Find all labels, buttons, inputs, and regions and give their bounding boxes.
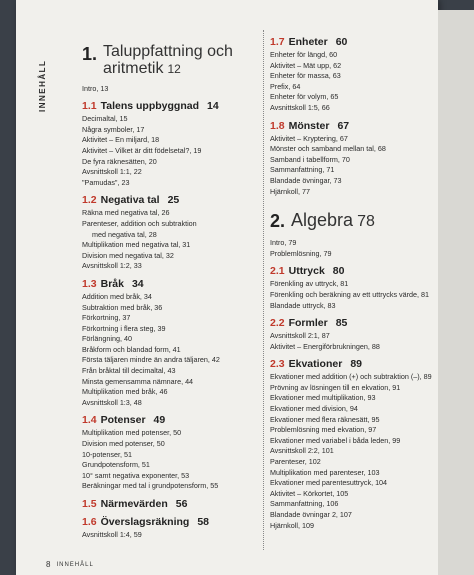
toc-item: "Pamudas", 23 <box>82 177 130 187</box>
toc-item: Mönster och samband mellan tal, 68 <box>270 144 386 154</box>
intro-item: Problemlösning, 79 <box>270 248 332 258</box>
section-num: 1.7 <box>270 36 285 48</box>
chapter-number: 1. <box>82 44 98 64</box>
toc-item: Bråkform och blandad form, 41 <box>82 344 181 354</box>
toc-item: Decimaltal, 15 <box>82 114 128 124</box>
chapter-page: 78 <box>357 213 375 231</box>
left-column <box>82 40 252 541</box>
left-sections <box>82 100 252 540</box>
page-number: 8 <box>46 560 51 569</box>
toc-item: Enheter för volym, 65 <box>270 92 339 102</box>
intro-item: Intro, 13 <box>82 83 109 93</box>
toc-item: Ekvationer med division, 94 <box>270 404 358 414</box>
toc-item: Hjärnkoll, 77 <box>270 186 310 196</box>
chapter-page: 12 <box>167 61 181 76</box>
toc-item: Blandade övningar 2, 107 <box>270 510 352 519</box>
footer <box>46 560 94 569</box>
chapter-title: Taluppfattning och aritmetik 12 <box>103 43 233 77</box>
toc-item: Förkortning i flera steg, 39 <box>82 323 166 333</box>
toc-item: Parenteser, addition och subtraktion <box>82 218 197 228</box>
right-column <box>270 30 450 531</box>
toc-item: Enheter för massa, 63 <box>270 71 341 81</box>
section-title: Enheter <box>288 36 328 48</box>
section-heading <box>82 100 252 112</box>
section-num: 1.3 <box>82 277 97 290</box>
toc-item: med negativa tal, 28 <box>92 229 157 239</box>
toc-item: Blandade uttryck, 83 <box>270 300 336 310</box>
section-heading <box>82 194 252 206</box>
toc-item: Aktivitet – Mät upp, 62 <box>270 60 342 70</box>
section-heading <box>270 120 450 132</box>
toc-item: Multiplikation med potenser, 50 <box>82 428 182 438</box>
section-page: 49 <box>153 414 166 427</box>
toc-item: Multiplikation med parenteser, 103 <box>270 467 380 477</box>
section-page: 89 <box>350 358 362 371</box>
section-heading <box>270 358 450 370</box>
section-title: Formler <box>288 317 328 330</box>
toc-item: Ekvationer med parentesuttryck, 104 <box>270 478 388 488</box>
right-sections <box>270 265 450 531</box>
toc-item: Minsta gemensamma nämnare, 44 <box>82 376 194 386</box>
toc-item: Grundpotensform, 51 <box>82 460 150 470</box>
toc-item: Ekvationer med flera räknesätt, 95 <box>270 414 380 424</box>
toc-item: Beräkningar med tal i grundpotensform, 55 <box>82 481 219 491</box>
toc-item: Avsnittskoll 1:1, 22 <box>82 167 142 177</box>
column-divider <box>263 30 264 550</box>
section-num: 1.4 <box>82 414 97 427</box>
section-heading <box>82 278 252 290</box>
toc-item: Avsnittskoll 1:3, 48 <box>82 397 142 407</box>
section-page: 85 <box>335 317 348 330</box>
toc-item: Förkortning, 37 <box>82 313 131 323</box>
toc-item: Sammanfattning, 71 <box>270 165 335 175</box>
section-title: Bråk <box>100 277 124 290</box>
toc-item: Division med potenser, 50 <box>82 439 165 449</box>
side-label: INNEHÅLL <box>38 59 47 112</box>
section-title: Mönster <box>288 119 330 132</box>
section-page: 34 <box>131 277 144 290</box>
chapter-2-heading <box>270 211 450 232</box>
section-page: 60 <box>335 36 348 48</box>
section-heading <box>270 265 450 277</box>
toc-item: Ekvationer med variabel i båda leden, 99 <box>270 435 401 445</box>
section-num: 1.1 <box>82 100 97 113</box>
toc-item: Samband i tabellform, 70 <box>270 154 350 164</box>
section-title: Ekvationer <box>288 358 343 371</box>
section-heading <box>82 516 252 528</box>
section-heading <box>270 36 450 48</box>
toc-item: Aktivitet – En miljard, 18 <box>82 135 160 145</box>
toc-item: Förenkling av uttryck, 81 <box>270 279 349 289</box>
section-num: 1.5 <box>82 498 97 510</box>
section-heading <box>270 317 450 329</box>
intro-item: Intro, 79 <box>270 238 297 248</box>
section-title: Uttryck <box>288 265 325 278</box>
toc-item: Förlängning, 40 <box>82 334 132 344</box>
section-page: 58 <box>197 516 210 528</box>
toc-item: Avsnittskoll 2:2, 101 <box>270 446 334 456</box>
toc-item: Avsnittskoll 1:2, 33 <box>82 261 142 271</box>
section-title: Överslagsräkning <box>100 516 190 528</box>
section-page: 14 <box>207 100 219 113</box>
toc-item: Aktivitet – Energiförbrukningen, 88 <box>270 341 380 351</box>
section-heading <box>82 414 252 426</box>
section-num: 1.2 <box>82 194 97 207</box>
section-num: 1.6 <box>82 516 97 528</box>
section-title: Närmevärden <box>100 498 168 510</box>
section-title: Potenser <box>100 414 146 427</box>
section-title: Negativa tal <box>100 194 160 207</box>
toc-item: Aktivitet – Körkortet, 105 <box>270 488 349 498</box>
toc-item: Multiplikation med negativa tal, 31 <box>82 240 191 250</box>
section-num: 1.8 <box>270 119 285 132</box>
toc-item: Prövning av lösningen till en ekvation, 91 <box>270 382 401 392</box>
section-page: 80 <box>332 265 345 278</box>
toc-item: Första täljaren mindre än andra täljaren, 42 <box>82 355 220 365</box>
section-num: 2.3 <box>270 358 285 371</box>
section-page: 25 <box>167 194 180 207</box>
chapter-number: 2. <box>270 211 286 232</box>
footer-label: INNEHÅLL <box>56 562 94 568</box>
toc-item: Aktivitet – Vilket är ditt födelsetal?, 19 <box>82 145 202 155</box>
toc-item: Hjärnkoll, 109 <box>270 520 314 530</box>
toc-item: Avsnittskoll 2:1, 87 <box>270 331 330 341</box>
toc-item: Ekvationer med multiplikation, 93 <box>270 393 376 403</box>
toc-item: Från bråktal till decimaltal, 43 <box>82 366 176 376</box>
chapter-1-heading <box>82 44 252 78</box>
toc-item: Aktivitet – Kryptering, 67 <box>270 133 348 143</box>
toc-item: 10-potenser, 51 <box>82 449 132 459</box>
toc-item: Prefix, 64 <box>270 81 301 91</box>
toc-item: Enheter för längd, 60 <box>270 50 338 59</box>
toc-item: Blandade övningar, 73 <box>270 175 342 185</box>
toc-item: Avsnittskoll 1:4, 59 <box>82 530 142 539</box>
section-heading <box>82 498 252 510</box>
toc-item: Subtraktion med bråk, 36 <box>82 302 163 312</box>
toc-item: Sammanfattning, 106 <box>270 499 339 509</box>
toc-item: Multiplikation med bråk, 46 <box>82 387 168 397</box>
toc-item: Avsnittskoll 1:5, 66 <box>270 102 330 112</box>
toc-item: Ekvationer med addition (+) och subtraktion (–), 89 <box>270 372 432 382</box>
section-page: 56 <box>175 498 188 510</box>
toc-item: Förenkling och beräkning av ett uttrycks värde, 81 <box>270 289 430 299</box>
section-num: 2.2 <box>270 317 285 330</box>
right-top-sections <box>270 36 450 197</box>
toc-item: Problemlösning med ekvation, 97 <box>270 425 377 435</box>
toc-item: De fyra räknesätten, 20 <box>82 156 157 166</box>
toc-item: Division med negativa tal, 32 <box>82 250 174 260</box>
section-page: 67 <box>337 119 350 132</box>
section-num: 2.1 <box>270 265 285 278</box>
chapter-title: Algebra 78 <box>291 210 375 231</box>
toc-item: Addition med bråk, 34 <box>82 291 152 301</box>
toc-item: Räkna med negativa tal, 26 <box>82 208 170 218</box>
section-title: Talens uppbyggnad <box>100 100 200 113</box>
toc-item: 10° samt negativa exponenter, 53 <box>82 470 190 480</box>
intro-list <box>270 238 450 259</box>
toc-item: Parenteser, 102 <box>270 457 321 467</box>
toc-item: Några symboler, 17 <box>82 124 145 134</box>
